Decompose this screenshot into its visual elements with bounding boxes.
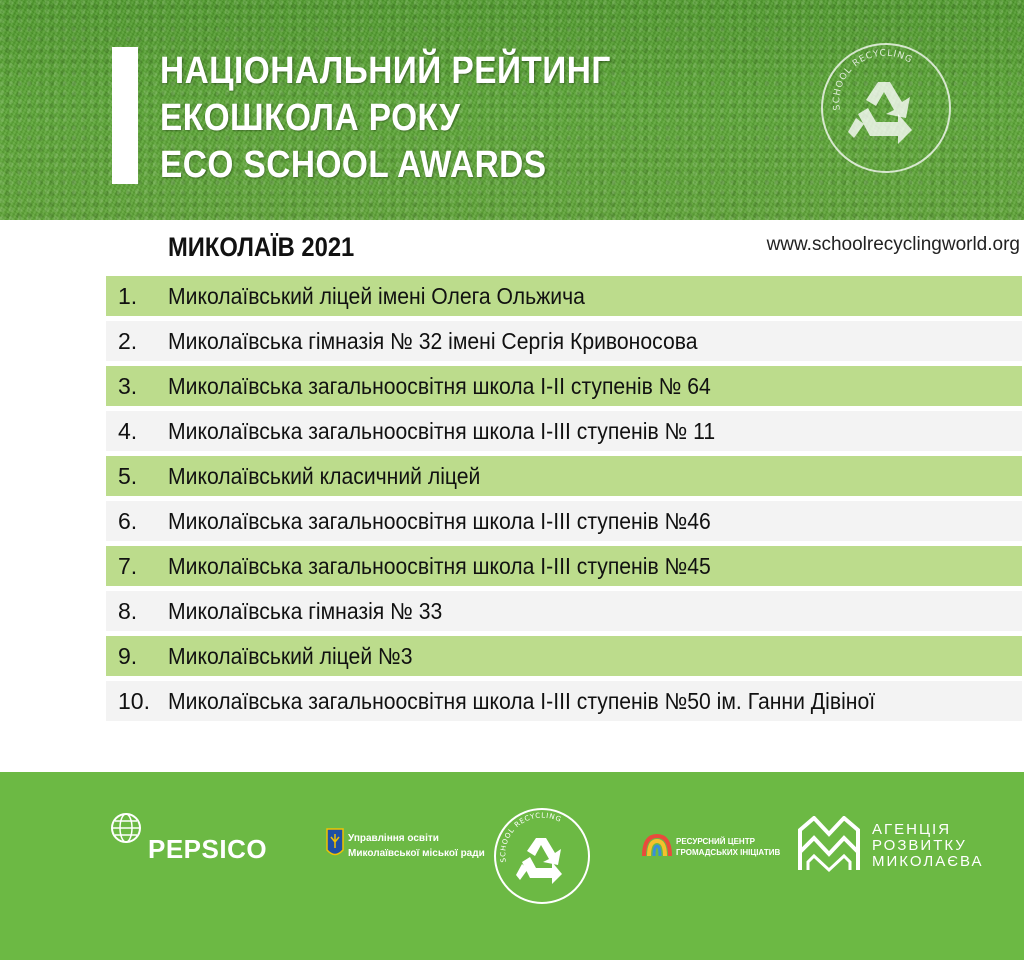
school-name: Миколаївська загальноосвітня школа I-III ступенів №50 ім. Ганни Дівіної — [168, 687, 876, 714]
school-recycling-footer-logo — [492, 806, 592, 906]
school-name: Миколаївський класичний ліцей — [168, 462, 481, 489]
list-item — [106, 546, 1022, 586]
school-name: Миколаївська загальноосвітня школа I-III ступенів №45 — [168, 552, 711, 579]
ranking-list — [106, 276, 1022, 726]
upravlinnia-logo — [326, 828, 485, 865]
title-line-3: ECO SCHOOL AWARDS — [160, 144, 547, 186]
upravlinnia-line-1: Управління освіти — [348, 833, 439, 844]
pepsico-logo — [110, 812, 268, 864]
list-item — [106, 456, 1022, 496]
school-name: Миколаївська гімназія № 32 імені Сергія Кривоносова — [168, 327, 698, 354]
list-item — [106, 501, 1022, 541]
rank-number: 6. — [118, 507, 138, 534]
rank-number: 8. — [118, 597, 138, 624]
rank-number: 10. — [118, 687, 150, 714]
arch-icon — [642, 832, 672, 858]
school-name: Миколаївський ліцей №3 — [168, 642, 413, 669]
coat-of-arms-icon — [326, 828, 344, 860]
list-item — [106, 411, 1022, 451]
rank-number: 5. — [118, 462, 138, 489]
rank-number: 3. — [118, 372, 138, 399]
website-link[interactable]: www.schoolrecyclingworld.org — [766, 234, 1020, 255]
logo-text: SCHOOL RECYCLING — [832, 48, 915, 111]
list-item — [106, 636, 1022, 676]
agency-m-icon — [798, 816, 860, 874]
school-name: Миколаївська загальноосвітня школа I-III ступенів №46 — [168, 507, 711, 534]
city-year-heading: МИКОЛАЇВ 2021 — [168, 232, 355, 262]
recycle-icon — [516, 838, 562, 884]
title-line-1: НАЦІОНАЛЬНИЙ РЕЙТИНГ — [160, 50, 611, 92]
globe-icon — [110, 812, 142, 844]
title-line-2: ЕКОШКОЛА РОКУ — [160, 97, 461, 139]
rank-number: 4. — [118, 417, 138, 444]
list-item — [106, 276, 1022, 316]
rank-number: 2. — [118, 327, 138, 354]
list-item — [106, 681, 1022, 721]
resource-center-line-2: ГРОМАДСЬКИХ ІНІЦІАТИВ — [676, 848, 781, 857]
agency-line-3: МИКОЛАЄВА — [872, 853, 984, 870]
resource-center-line-1: РЕСУРСНИЙ ЦЕНТР — [676, 837, 755, 846]
agency-text — [872, 822, 984, 870]
rank-number: 9. — [118, 642, 138, 669]
school-recycling-logo — [818, 40, 954, 176]
rank-number: 1. — [118, 282, 138, 309]
footer-logo-text: SCHOOL RECYCLING — [499, 811, 563, 863]
page-title — [160, 48, 672, 189]
recycle-icon — [848, 82, 912, 144]
school-name: Миколаївська загальноосвітня школа I-III ступенів № 11 — [168, 417, 716, 444]
resource-center-text — [676, 836, 780, 858]
resource-center-logo — [642, 832, 781, 863]
upravlinnia-line-2: Миколаївської міської ради — [348, 848, 485, 859]
agency-line-2: РОЗВИТКУ — [872, 837, 967, 854]
agency-logo — [798, 816, 984, 879]
list-item — [106, 591, 1022, 631]
school-name: Миколаївський ліцей імені Олега Ольжича — [168, 282, 585, 309]
agency-line-1: АГЕНЦІЯ — [872, 821, 952, 838]
school-name: Миколаївська гімназія № 33 — [168, 597, 443, 624]
rank-number: 7. — [118, 552, 138, 579]
school-name: Миколаївська загальноосвітня школа I-II ступенів № 64 — [168, 372, 711, 399]
list-item — [106, 321, 1022, 361]
pepsico-label: PEPSICO — [148, 834, 268, 864]
upravlinnia-text — [348, 831, 485, 861]
list-item — [106, 366, 1022, 406]
footer-partners — [0, 772, 1024, 960]
header-accent-bar — [112, 47, 138, 184]
header-banner — [0, 0, 1024, 220]
